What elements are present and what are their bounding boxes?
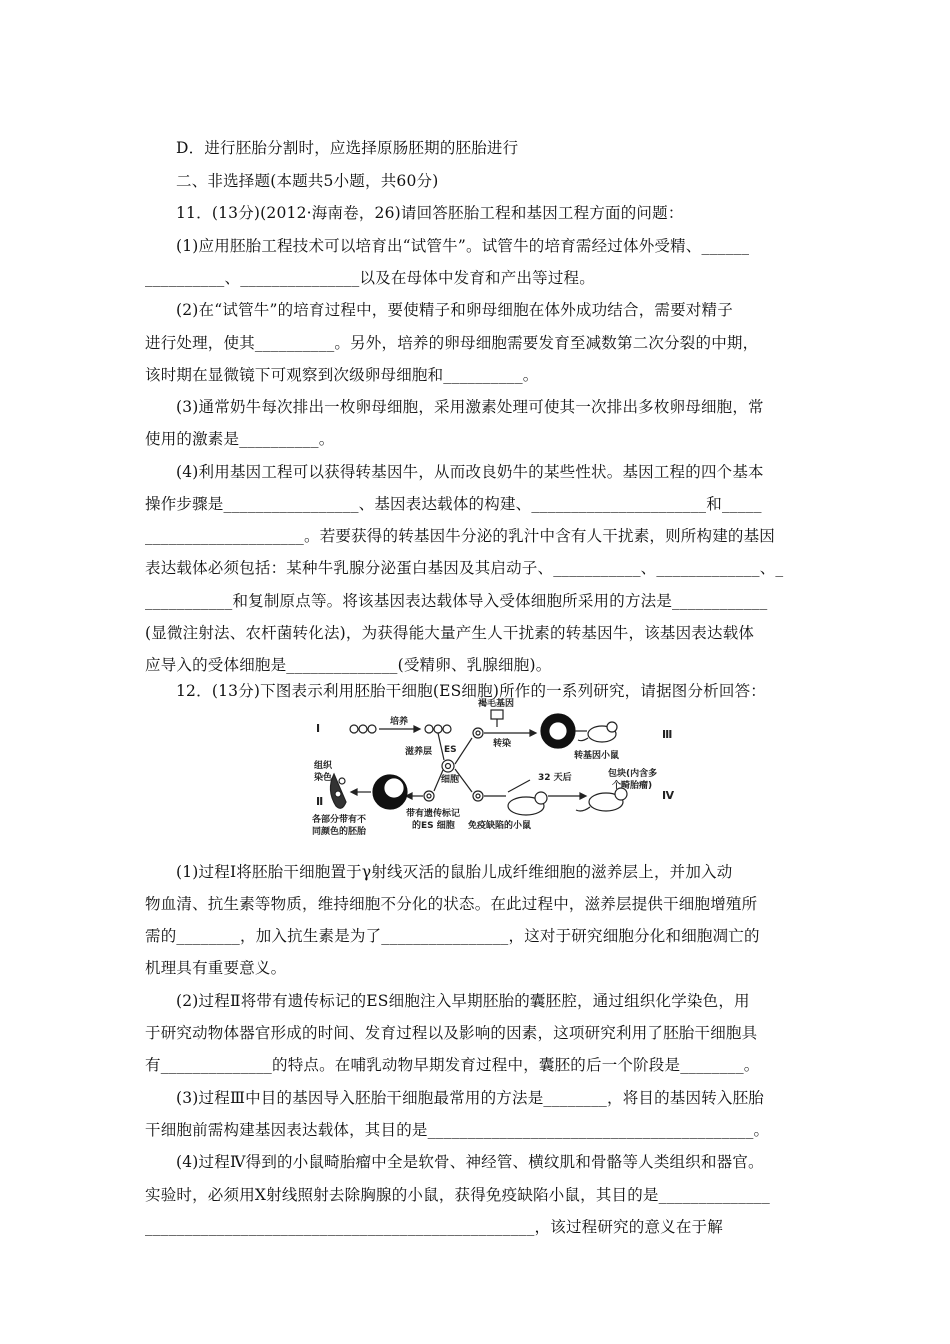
- label-tumor-1: 包块(内含多: [608, 769, 658, 779]
- label-staining: 染色: [314, 773, 333, 783]
- q11-text-line: (3)通常奶牛每次排出一枚卵母细胞，采用激素处理可使其一次排出多枚卵母细胞，常: [176, 398, 764, 416]
- option-d: D．进行胚胎分割时，应选择原肠胚期的胚胎进行: [176, 139, 519, 157]
- label-embryo-1: 各部分带有不: [312, 815, 367, 825]
- q12-text-line: (3)过程Ⅲ中目的基因导入胚胎干细胞最常用的方法是________，将目的基因转入胚胎: [176, 1089, 765, 1107]
- label-marked-es-1: 带有遗传标记: [406, 809, 461, 819]
- q11-text-line: (2)在“试管牛”的培育过程中，要使精子和卵母细胞在体外成功结合，需要对精子: [176, 301, 733, 319]
- q11-text-line: (4)利用基因工程可以获得转基因牛，从而改良奶牛的某些性状。基因工程的四个基本: [176, 463, 764, 481]
- label-feeder-layer: 滋养层: [405, 747, 433, 757]
- roman-2: Ⅱ: [316, 795, 324, 808]
- q12-text-line: 干细胞前需构建基因表达载体，其目的是_________________________________________。: [145, 1121, 770, 1139]
- q11-text-line: 使用的激素是__________。: [145, 430, 335, 448]
- q11-text-line: __________、_______________以及在母体中发育和产出等过程。: [145, 269, 595, 287]
- label-marked-es-2: 的ES 细胞: [412, 821, 455, 831]
- label-es: ES: [444, 745, 457, 755]
- label-tissue: 组织: [314, 761, 333, 771]
- roman-3: Ⅲ: [662, 728, 673, 741]
- label-brown-hair-gene: 褐毛基因: [478, 699, 515, 709]
- q12-text-line: _________________________________________________，该过程研究的意义在于解: [145, 1218, 723, 1236]
- q12-text-line: 实验时，必须用X射线照射去除胸腺的小鼠，获得免疫缺陷小鼠，其目的是______________: [145, 1186, 770, 1204]
- label-transfection: 转染: [493, 739, 512, 749]
- q11-text-line: (显微注射法、农杆菌转化法)，为获得能大量产生人干扰素的转基因牛，该基因表达载体: [145, 624, 755, 642]
- label-es-cell: 细胞: [441, 775, 460, 785]
- label-transgenic-mouse: 转基因小鼠: [574, 751, 620, 761]
- es-cell-research-diagram: [312, 696, 677, 838]
- q12-text-line: 于研究动物体器官形成的时间、发育过程以及影响的因素，这项研究利用了胚胎干细胞具: [145, 1024, 758, 1042]
- label-tumor-2: 个畸胎瘤): [612, 781, 653, 791]
- q11-text-line: 应导入的受体细胞是______________(受精卵、乳腺细胞)。: [145, 656, 552, 674]
- label-culture: 培养: [390, 717, 409, 727]
- q12-text-line: 机理具有重要意义。: [145, 959, 287, 977]
- q11-text-line: ___________和复制原点等。将该基因表达载体导入受体细胞所采用的方法是____________: [145, 592, 768, 610]
- q11-text-line: 表达载体必须包括：某种牛乳腺分泌蛋白基因及其启动子、___________、_____________、_: [145, 559, 784, 577]
- roman-1: Ⅰ: [316, 722, 321, 735]
- question-12-title: 12．(13分)下图表示利用胚胎干细胞(ES细胞)所作的一系列研究，请据图分析回答：: [176, 682, 766, 700]
- label-32-days: 32 天后: [538, 773, 572, 783]
- q11-text-line: 该时期在显微镜下可观察到次级卵母细胞和__________。: [145, 366, 539, 384]
- q12-text-line: 物血清、抗生素等物质，维持细胞不分化的状态。在此过程中，滋养层提供干细胞增殖所: [145, 895, 758, 913]
- q12-text-line: 需的________，加入抗生素是为了________________，这对于研究细胞分化和细胞凋亡的: [145, 927, 760, 945]
- q12-text-line: (2)过程Ⅱ将带有遗传标记的ES细胞注入早期胚胎的囊胚腔，通过组织化学染色，用: [176, 992, 750, 1010]
- q12-text-line: (4)过程Ⅳ得到的小鼠畸胎瘤中全是软骨、神经管、横纹肌和骨骼等人类组织和器官。: [176, 1153, 764, 1171]
- q12-text-line: 有______________的特点。在哺乳动物早期发育过程中，囊胚的后一个阶段是________。: [145, 1056, 760, 1074]
- q11-text-line: ____________________。若要获得的转基因牛分泌的乳汁中含有人干扰素，则所构建的基因: [145, 527, 776, 545]
- section-heading: 二、非选择题(本题共5小题，共60分): [176, 172, 439, 190]
- q11-text-line: 进行处理，使其__________。另外，培养的卵母细胞需要发育至减数第二次分裂的中期，: [145, 334, 759, 352]
- label-embryo-2: 同颜色的胚胎: [312, 827, 367, 837]
- label-immunodeficient-mouse: 免疫缺陷的小鼠: [468, 821, 532, 831]
- roman-4: Ⅳ: [662, 789, 675, 802]
- q11-text-line: 操作步骤是_________________、基因表达载体的构建、______________________和_____: [145, 495, 762, 513]
- q11-text-line: (1)应用胚胎工程技术可以培育出“试管牛”。试管牛的培育需经过体外受精、______: [176, 237, 750, 255]
- q12-text-line: (1)过程Ⅰ将胚胎干细胞置于γ射线灭活的鼠胎儿成纤维细胞的滋养层上，并加入动: [176, 863, 733, 881]
- question-11-title: 11．(13分)(2012·海南卷，26)请回答胚胎工程和基因工程方面的问题：: [176, 204, 684, 222]
